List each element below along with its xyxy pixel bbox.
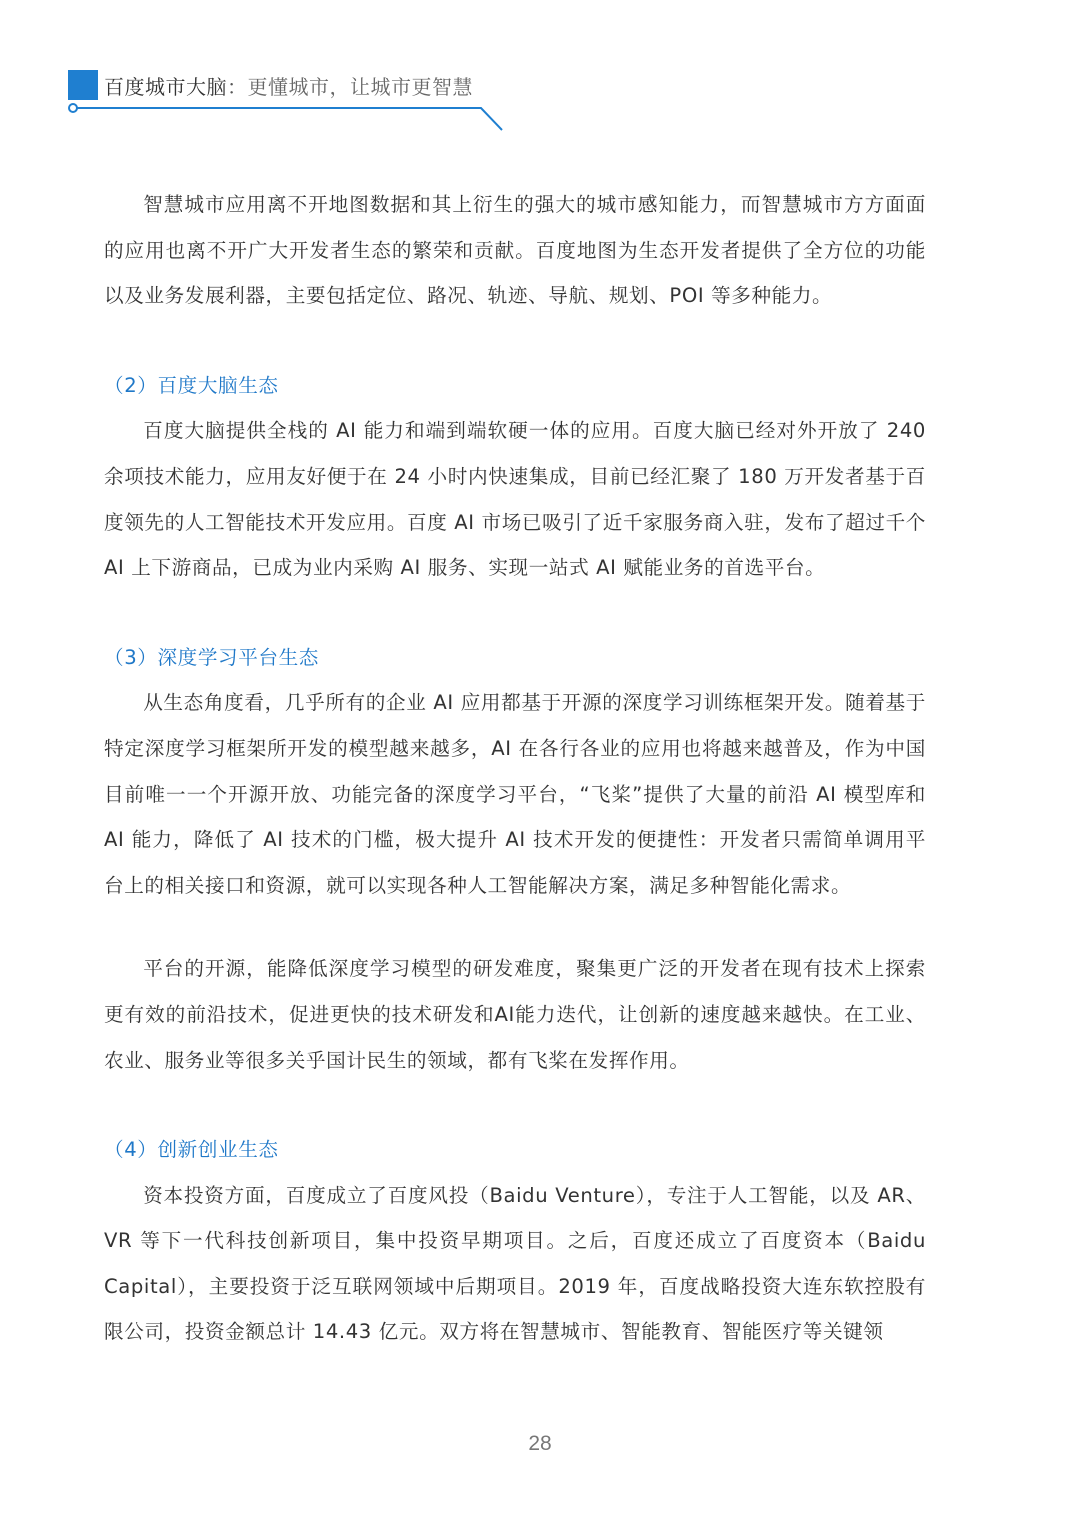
header-circuit-line <box>0 0 1080 140</box>
innovation-paragraph: 资本投资方面，百度成立了百度风投（Baidu Venture），专注于人工智能，以及 AR、VR 等下一代科技创新项目，集中投资早期项目。之后，百度还成立了百度资本（Baidu Capital），主要投资于泛互联网领域中后期项目。2019 年，百度战略投资大连东软控股有限公司，投资金额总计 14.43 亿元。双方将在智慧城市、智能教育、智能医疗等关键领 <box>104 1183 926 1344</box>
baidu-brain-paragraph: 百度大脑提供全栈的 AI 能力和端到端软硬一体的应用。百度大脑已经对外开放了 240 余项技术能力，应用友好便于在 24 小时内快速集成，目前已经汇聚了 180 万开发者基于百度领先的人工智能技术开发应用。百度 AI 市场已吸引了近千家服务商入驻，发布了超过千个 AI 上下游商品，已成为业内采购 AI 服务、实现一站式 AI 赋能业务的首选平台。 <box>104 419 926 580</box>
deep-learning-paragraph-1: 从生态角度看，几乎所有的企业 AI 应用都基于开源的深度学习训练框架开发。随着基于特定深度学习框架所开发的模型越来越多，AI 在各行各业的应用也将越来越普及，作为中国目前唯一一个开源开放、功能完备的深度学习平台，“飞桨”提供了大量的前沿 AI 模型库和 AI 能力，降低了 AI 技术的门槛，极大提升 AI 技术开发的便捷性：开发者只需简单调用平台上的相关接口和资源，就可以实现各种人工智能解决方案，满足多种智能化需求。 <box>104 691 926 897</box>
intro-paragraph: 智慧城市应用离不开地图数据和其上衍生的强大的城市感知能力，而智慧城市方方面面的应用也离不开广大开发者生态的繁荣和贡献。百度地图为生态开发者提供了全方位的功能以及业务发展利器，主要包括定位、路况、轨迹、导航、规划、POI 等多种能力。 <box>104 193 926 308</box>
section-heading-deep-learning: （3）深度学习平台生态 <box>104 645 320 669</box>
section-heading-innovation: （4）创新创业生态 <box>104 1138 279 1162</box>
section-heading-baidu-brain: （2）百度大脑生态 <box>104 373 279 397</box>
header-title-separator: ： <box>227 75 248 99</box>
header-title-main: 百度城市大脑 <box>104 75 227 99</box>
page-header <box>0 0 1080 140</box>
deep-learning-paragraph-2: 平台的开源，能降低深度学习模型的研发难度，聚集更广泛的开发者在现有技术上探索更有效的前沿技术，促进更快的技术研发和AI能力迭代，让创新的速度越来越快。在工业、农业、服务业等很多关乎国计民生的领域，都有飞桨在发挥作用。 <box>104 957 926 1072</box>
page-number: 28 <box>528 1432 552 1455</box>
header-title-sub: 更懂城市，让城市更智慧 <box>247 75 473 99</box>
page-content <box>104 182 926 1355</box>
